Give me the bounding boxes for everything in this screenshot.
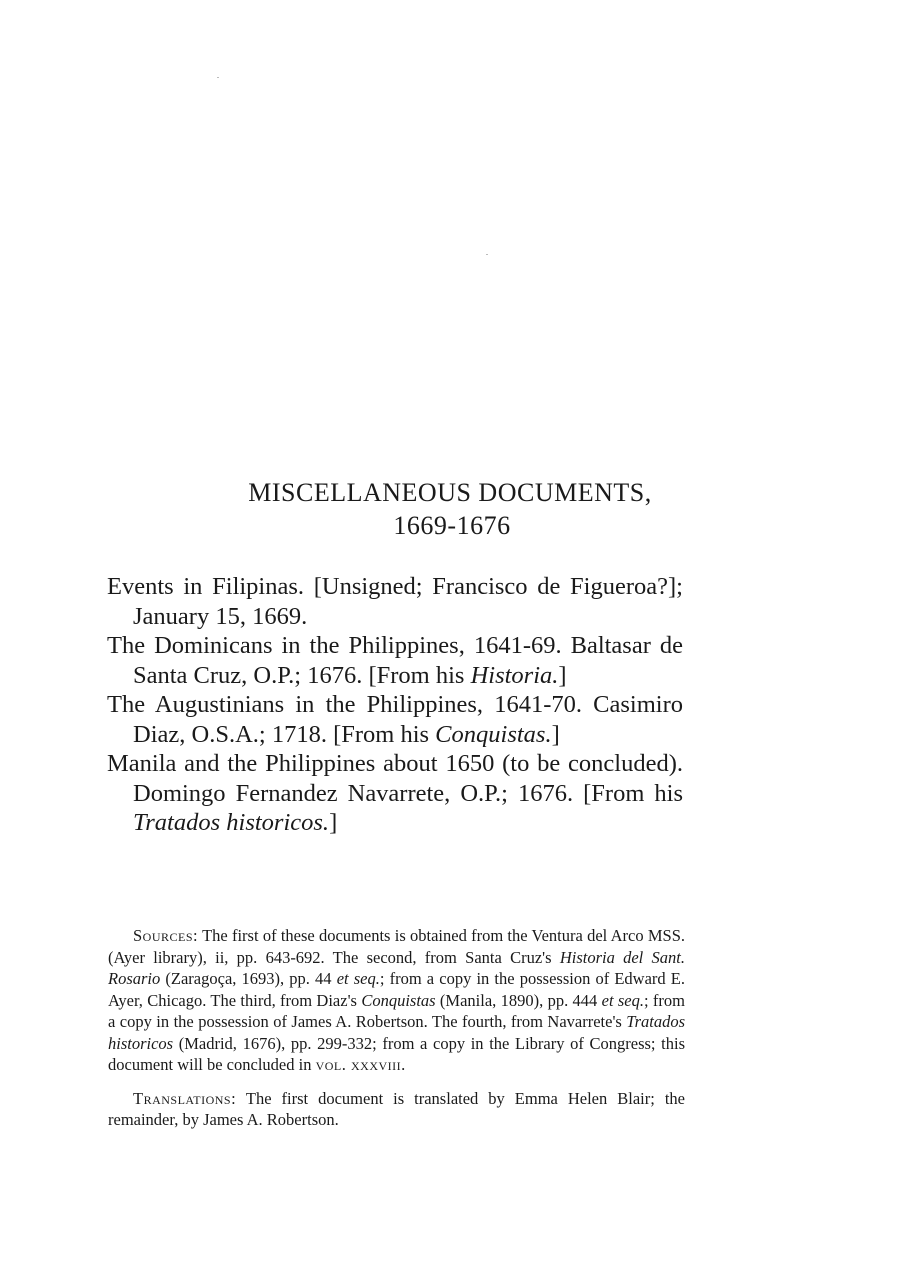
sources-label: Sources: bbox=[133, 926, 199, 945]
note-text: (Manila, 1890), pp. 444 bbox=[435, 990, 602, 1010]
entry-work-title: Tratados historicos. bbox=[133, 809, 330, 836]
contents-entry bbox=[107, 749, 683, 838]
note-text: The first of these documents is obtained from the Ventura del Arco MSS. (Ayer library), ii, pp. 643-692. The second, from Santa Cruz's bbox=[108, 926, 685, 967]
contents-entry bbox=[107, 690, 683, 749]
translations-label: Translations: bbox=[133, 1088, 237, 1108]
note-text: ; from a copy in the possession of Edward E. Ayer, Chicago. The third, from Diaz's bbox=[108, 969, 685, 1010]
note-text: . bbox=[401, 1055, 406, 1074]
page-title-years: 1669-1676 bbox=[393, 511, 511, 540]
entry-work-title: Historia. bbox=[470, 661, 559, 689]
entry-text: The Dominicans in the Philippines, 1641-69. Baltasar de Santa Cruz, O.P.; 1676. [From his bbox=[107, 632, 683, 689]
entry-text-end: ] bbox=[558, 661, 567, 689]
note-text: (Zaragoça, 1693), pp. 44 bbox=[160, 969, 337, 988]
entry-text: Manila and the Philippines about 1650 (to be concluded). Domingo Fernandez Navarrete, O.P.; 1676. [From his bbox=[107, 750, 683, 807]
note-text: (Madrid, 1676), pp. 299-332; from a copy in the Library of Congress; this document will be concluded in bbox=[108, 1033, 685, 1074]
scan-speck bbox=[486, 254, 488, 255]
entry-text-end: ] bbox=[551, 720, 560, 748]
contents-entry bbox=[107, 631, 683, 690]
note-italic: et seq. bbox=[601, 990, 644, 1010]
contents-list bbox=[107, 572, 683, 838]
note-text: The first document is translated by Emma Helen Blair; the remainder, by James A. Robertson. bbox=[108, 1088, 685, 1129]
notes-section bbox=[108, 925, 685, 1143]
translations-note bbox=[108, 1088, 685, 1131]
entry-work-title: Conquistas. bbox=[435, 720, 552, 748]
sources-note bbox=[108, 925, 685, 1076]
entry-text-end: ] bbox=[329, 809, 338, 836]
note-text: ; from a copy in the possession of James A. Robertson. The fourth, from Navarrete's bbox=[108, 990, 685, 1031]
page-title: MISCELLANEOUS DOCUMENTS, bbox=[248, 478, 652, 507]
entry-text: Events in Filipinas. [Unsigned; Francisco de Figueroa?]; January 15, 1669. bbox=[107, 573, 683, 630]
note-italic: et seq. bbox=[336, 969, 380, 988]
cited-work: Historia del Sant. Rosario bbox=[108, 947, 685, 988]
cited-work: Tratados historicos bbox=[108, 1012, 685, 1053]
contents-entry bbox=[107, 572, 683, 631]
entry-text: The Augustinians in the Philippines, 1641-70. Casimiro Diaz, O.S.A.; 1718. [From his bbox=[107, 691, 683, 748]
cited-work: Conquistas bbox=[361, 990, 436, 1010]
volume-reference: vol. xxxviii bbox=[315, 1055, 402, 1074]
scan-speck bbox=[217, 77, 219, 78]
